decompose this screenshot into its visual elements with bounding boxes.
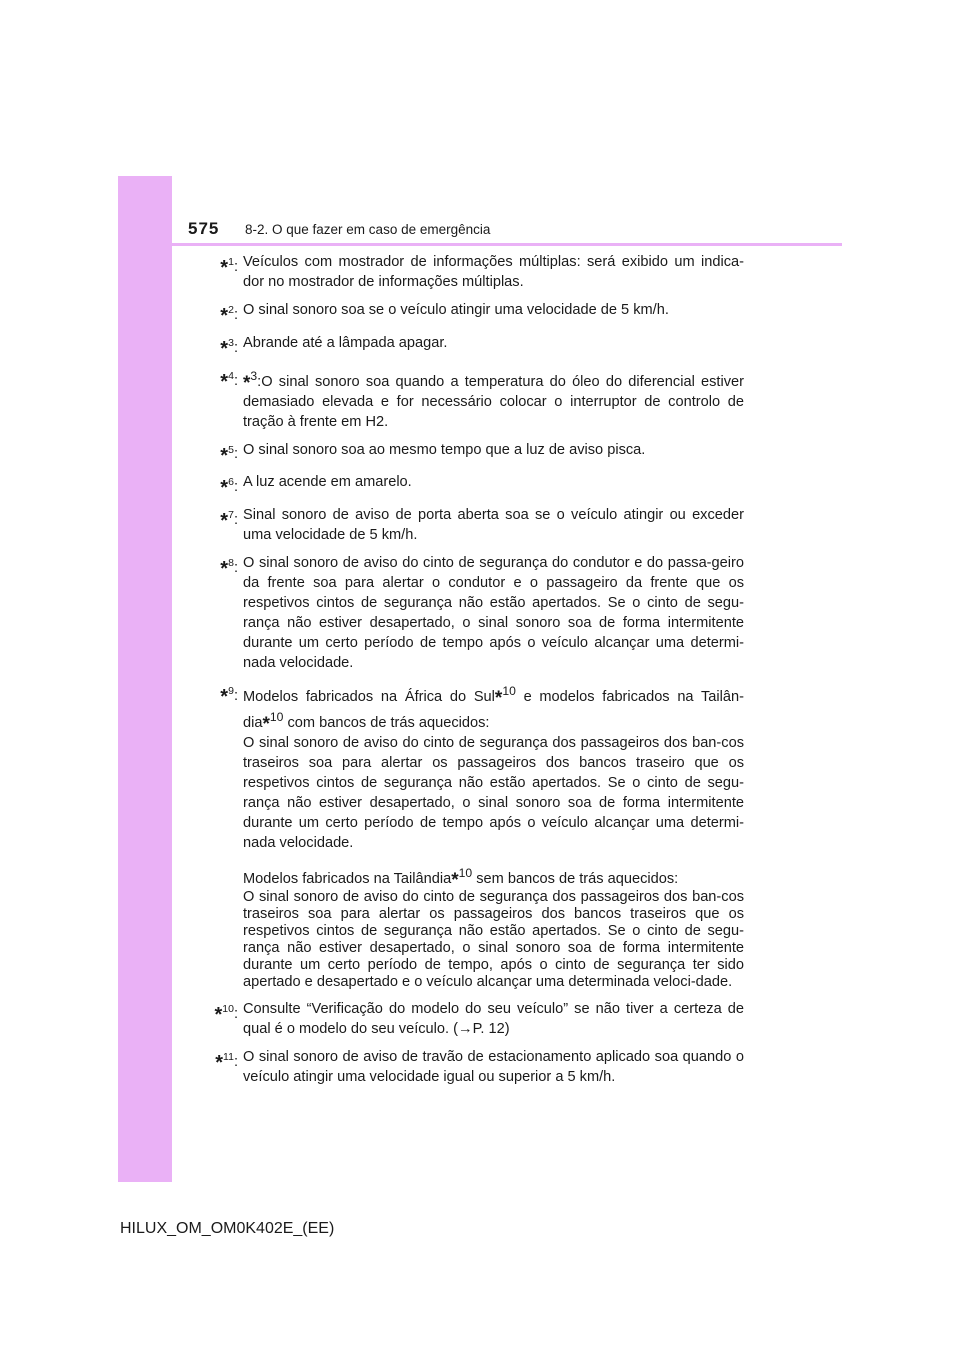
- asterisk-icon: *: [220, 444, 229, 467]
- footnote-intro-line: Modelos fabricados na África do Sul*$^{10}$ e modelos fabricados na Tailân-dia*$^{10}$ com bancos de trás aquecidos:: [243, 684, 744, 736]
- footnote-3: [172, 333, 744, 358]
- footnotes-list: [172, 252, 744, 1095]
- footnote-text: O sinal sonoro de aviso do cinto de segurança do condutor e do passa-geiro da frente soa para alertar o condutor e o passageiro da frente que os respetivos cintos de segurança não estão apertados. Se o cinto de segu-rança não estiver desapertado, o sinal sonoro soa de forma intermitente durante um certo período de tempo após o veículo alcançar uma determi-nada velocidade.: [243, 555, 744, 672]
- asterisk-icon: *: [215, 1051, 224, 1074]
- asterisk-icon: *: [220, 477, 229, 500]
- asterisk-icon: *: [220, 510, 229, 533]
- footnote-text: *$^3$:O sinal sonoro soa quando a temperatura do óleo do diferencial estiver demasiado elevada e for necessário colocar o interruptor de controlo de tração à frente em H2.: [243, 368, 744, 430]
- asterisk-icon: *: [262, 714, 270, 736]
- footnote-10: [172, 999, 744, 1039]
- footnote-paragraph: O sinal sonoro de aviso do cinto de segurança dos passageiros dos ban-cos traseiros soa para alertar os passageiros dos bancos traseiros que os respetivos cintos de segurança não estão apertados. Se o cinto de segu-rança não estiver desapertado, o sinal sonoro soa de forma intermitente durante um certo período de tempo, após o cinto de segurança ter sido apertado e desapertado e o veículo alcançar uma determinada veloci-dade.: [243, 888, 744, 990]
- footnote-1: [172, 252, 744, 292]
- footnote-marker: *$^3$:: [220, 336, 238, 360]
- footnote-intro-line: Modelos fabricados na Tailândia*$^{10}$ sem bancos de trás aquecidos:: [243, 866, 679, 891]
- footnote-4: [172, 366, 744, 432]
- footnote-marker: *$^{10}$:: [214, 1002, 238, 1026]
- footnote-text: Consulte “Verificação do modelo do seu veículo” se não tiver a certeza de qual é o modelo do seu veículo. (→P. 12): [243, 1000, 744, 1037]
- page-number: 575: [188, 219, 220, 238]
- footnote-text: Veículos com mostrador de informações múltiplas: será exibido um indica-dor no mostrador de informações múltiplas.: [243, 254, 744, 290]
- footnote-text: O sinal sonoro soa ao mesmo tempo que a luz de aviso pisca.: [243, 441, 646, 458]
- asterisk-icon: *: [220, 337, 229, 360]
- section-title: 8-2. O que fazer em caso de emergência: [245, 222, 491, 237]
- footnote-marker: *$^4$:: [220, 369, 238, 393]
- footnote-text: O sinal sonoro de aviso de travão de estacionamento aplicado soa quando o veículo atingir uma velocidade igual ou superior a 5 km/h.: [243, 1048, 744, 1085]
- footnote-text: [243, 681, 744, 991]
- asterisk-icon: *: [451, 869, 459, 891]
- footnote-marker: *$^9$:: [220, 685, 238, 709]
- footnote-8: [172, 553, 744, 673]
- asterisk-icon: *: [220, 304, 229, 327]
- footnote-marker: *$^1$:: [220, 256, 238, 279]
- footnote-11: [172, 1047, 744, 1087]
- asterisk-icon: *: [220, 558, 229, 581]
- header-divider: [172, 243, 842, 246]
- asterisk-icon: *: [220, 370, 229, 393]
- footnote-paragraph: O sinal sonoro de aviso do cinto de segurança dos passageiros dos ban-cos traseiros soa para alertar os passageiros dos bancos traseiro que os respetivos cintos de segurança não estão apertados. Se o cinto de segu-rança não estiver desapertado, o sinal sonoro soa de forma intermitente durante um certo período de tempo após o veículo alcançar uma determi-nada velocidade.: [243, 735, 744, 852]
- footnote-6: [172, 472, 744, 500]
- footnote-marker: *$^{11}$:: [215, 1050, 238, 1074]
- footnote-text: Abrande até a lâmpada apagar.: [243, 334, 448, 351]
- asterisk-icon: *: [243, 372, 251, 394]
- footnote-text: Sinal sonoro de aviso de porta aberta soa se o veículo atingir ou exceder uma velocidade de 5 km/h.: [243, 507, 744, 544]
- asterisk-icon: *: [494, 688, 503, 710]
- asterisk-icon: *: [220, 256, 229, 279]
- footnote-marker: *$^6$:: [220, 476, 238, 500]
- footnote-marker: *$^7$:: [220, 509, 238, 533]
- footnote-marker: *$^8$:: [220, 557, 238, 581]
- footnote-9: [172, 681, 744, 991]
- footnote-text: O sinal sonoro soa se o veículo atingir uma velocidade de 5 km/h.: [243, 302, 669, 318]
- footnote-marker: *$^5$:: [220, 443, 238, 467]
- asterisk-icon: *: [214, 1003, 223, 1026]
- footnote-5: [172, 440, 744, 465]
- footnote-marker: *$^2$:: [220, 304, 238, 327]
- footnote-2: [172, 300, 744, 325]
- asterisk-icon: *: [220, 686, 229, 709]
- footnote-text: A luz acende em amarelo.: [243, 474, 412, 491]
- footnote-7: [172, 505, 744, 545]
- chapter-tab-sidebar: [118, 176, 172, 1182]
- document-code: HILUX_OM_OM0K402E_(EE): [120, 1220, 335, 1237]
